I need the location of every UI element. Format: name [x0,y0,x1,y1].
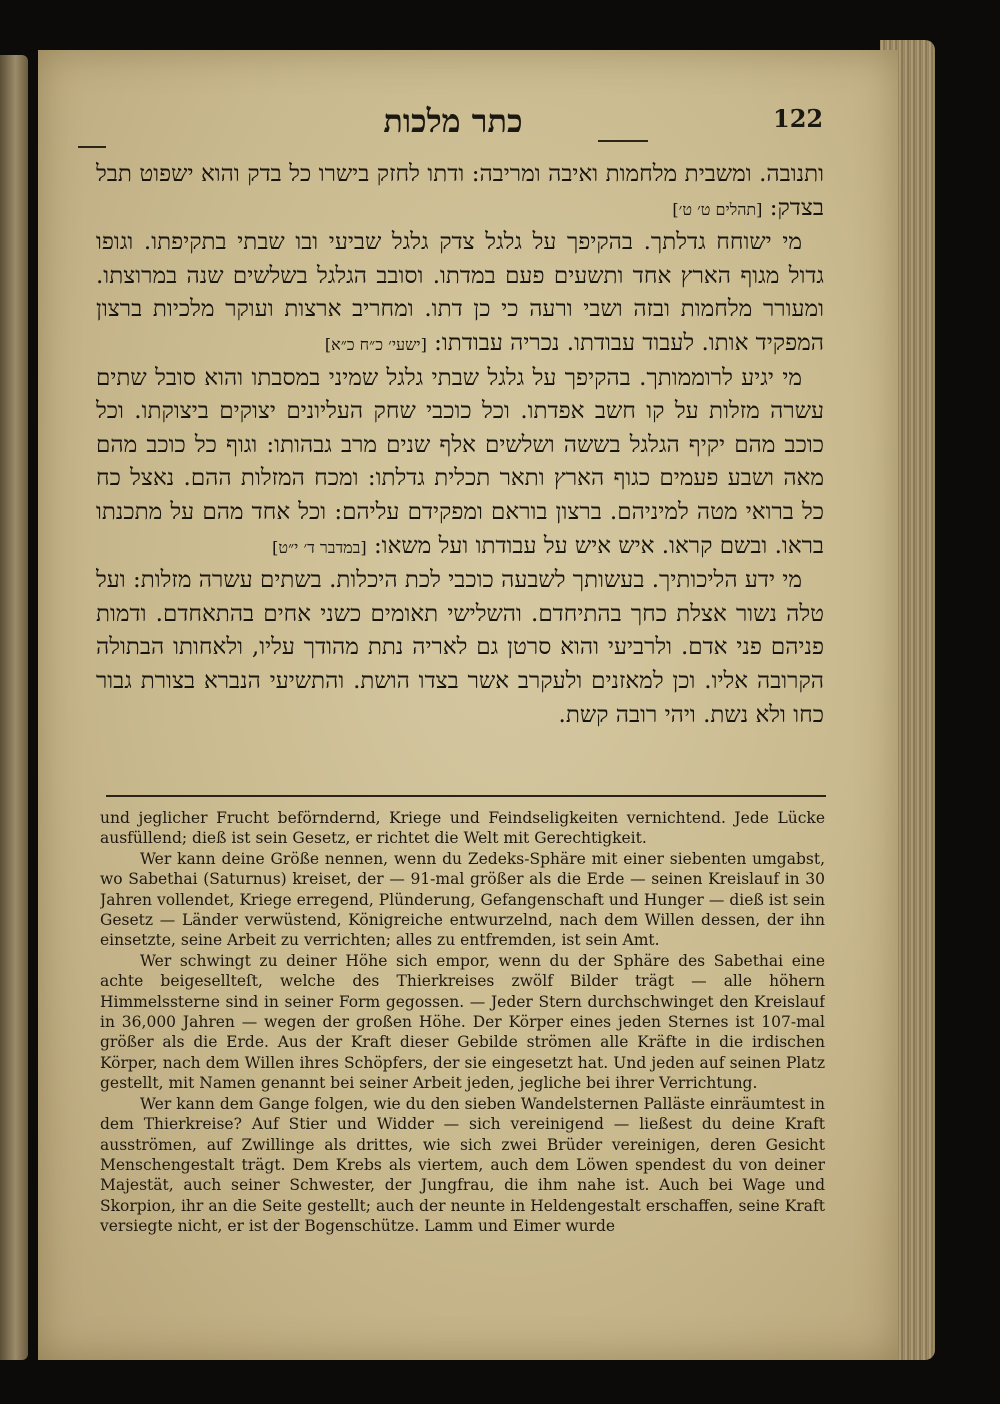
header-dash-middle [598,140,648,142]
hebrew-paragraph [96,226,824,361]
hebrew-paragraph-text: מי ישוחח גדלתך. בהקיפך על גלגל צדק גלגל שביעי ובו שבתי בתקיפתו. וגופו גדול מגוף הארץ אחד ותשעים פעם במדתו. וסובב הגלגל בשלשים שנה במרוצתו. ומעורר מלחמות ובזה ושבי ורעה כי כן דתו. ומחריב ארצות ועוקר מלכיות ברצון המפקיד אותו. לעבוד עבודתו. נכריה עבודתו: [96,229,824,356]
hebrew-paragraph [96,362,824,565]
scripture-citation: [ישעי׳ כ״ח כ״א] [324,334,427,354]
scripture-citation: [תהלים ט׳ ט׳] [672,199,763,219]
page-header [38,102,898,152]
german-paragraph: Wer kann deine Größe nennen, wenn du Zedeks-Sphäre mit einer siebenten umgabst, wo Sabethai (Saturnus) kreiset, der — 91-mal größer als die Erde — seinen Kreislauf in 30 Jahren vollendet, Kriege erregend, Plünderung, Gefangenschaft und Hunger — dieß ist sein Gesetz — Länder verwüstend, Königreiche entwurzelnd, nach dem Willen dessen, der ihn einsetzte, seine Arbeit zu verrichten; alles zu entfremden, ist sein Amt. [100,849,825,950]
section-divider [106,795,826,797]
german-paragraph: und jeglicher Frucht beförndernd, Kriege und Feindseligkeiten vernichtend. Jede Lücke ausfüllend; dieß ist sein Gesetz, er richtet die Welt mit Gerechtigkeit. [100,809,825,848]
hebrew-paragraph [96,158,824,226]
header-dash-left [78,146,106,148]
german-translation-block [100,808,825,1328]
hebrew-text-block [96,158,824,823]
book-page [38,50,898,1360]
hebrew-paragraph-text: ותנובה. ומשבית מלחמות ואיבה ומריבה: ודתו לחזק בישרו כל בדק והוא ישפוט תבל בצדק: [96,161,824,221]
hebrew-paragraph-text: מי יגיע לרוממותך. בהקיפך על גלגל שבתי גלגל שמיני במסבתו והוא סובל שתים עשרה מזלות על קו חשב אפדתו. וכל כוכבי שחק העליונים יצוקים ביצוקתו. וכל כוכב מהם יקיף הגלגל בששה ושלשים אלף שנים מרב גבהותו: וגוף כל כוכב מהם מאה ושבע פעמים כגוף הארץ ותאר תכלית גדלתו: ומכח המזלות ההם. נאצל כח כל ברואי מטה למיניהם. ברצון בוראם ומפקידם עליהם: וכל אחד מהם על מתכנתו בראו. ובשם קראו. איש איש על עבודתו ועל משאו: [96,364,824,559]
german-paragraph: Wer kann dem Gange folgen, wie du den sieben Wandelsternen Palläste einräumtest in dem Thierkreise? Auf Stier und Widder — sich vereinigend — ließest du deine Kraft ausströmen, auf Zwillinge als drittes, wie sich zwei Brüder vereinigen, deren Gesicht Menschengestalt trägt. Dem Krebs als viertem, auch dem Löwen spendest du von deiner Majestät, auch seiner Schwester, der Jungfrau, die ihm nahe ist. Auch bei Wage und Skorpion, ihr an die Seite gestellt; auch der neunte in Heldengestalt erschaffen, seine Kraft versiegte nicht, er ist der Bogenschütze. Lamm und Eimer wurde [100,1094,825,1236]
hebrew-paragraph [96,564,824,732]
previous-page-edge [0,55,28,1360]
scripture-citation: [במדבר ד׳ י״ט] [272,537,367,557]
page-number: 122 [773,104,824,133]
german-paragraph: Wer schwingt zu deiner Höhe sich empor, wenn du der Sphäre des Sabethai eine achte beigesellteſt, welche des Thierkreises zwölf Bilder trägt — alle höhern Himmelssterne sind in seiner Form gegossen. — Jeder Stern durchschwinget den Kreislauf in 36,000 Jahren — wegen der großen Höhe. Der Körper eines jeden Sternes ist 107-mal größer als die Erde. Aus der Kraft dieser Gebilde strömen alle Kräfte in die irdischen Körper, nach dem Willen ihres Schöpfers, der sie eingesetzt hat. Und jeden auf seinen Platz gestellt, mit Namen genannt bei seiner Arbeit jeden, jegliche bei ihrer Verrichtung. [100,951,825,1093]
hebrew-paragraph-text: מי ידע הליכותיך. בעשותך לשבעה כוכבי לכת היכלות. בשתים עשרה מזלות: ועל טלה נשור אצלת כחך בהתיחדם. והשלישי תאומים כשני אחים בהתאחדם. ודמות פניהם פני אדם. ולרביעי והוא סרטן גם לאריה נתת מהודך עליו, ולאחותו הבתולה הקרובה אליו. וכן למאזנים ולעקרב אשר בצדו הושת. והתשיעי הנברא בצורת גבור כחו ולא נשת. ויהי רובה קשת. [96,567,824,728]
running-title: כתר מלכות [383,102,523,140]
